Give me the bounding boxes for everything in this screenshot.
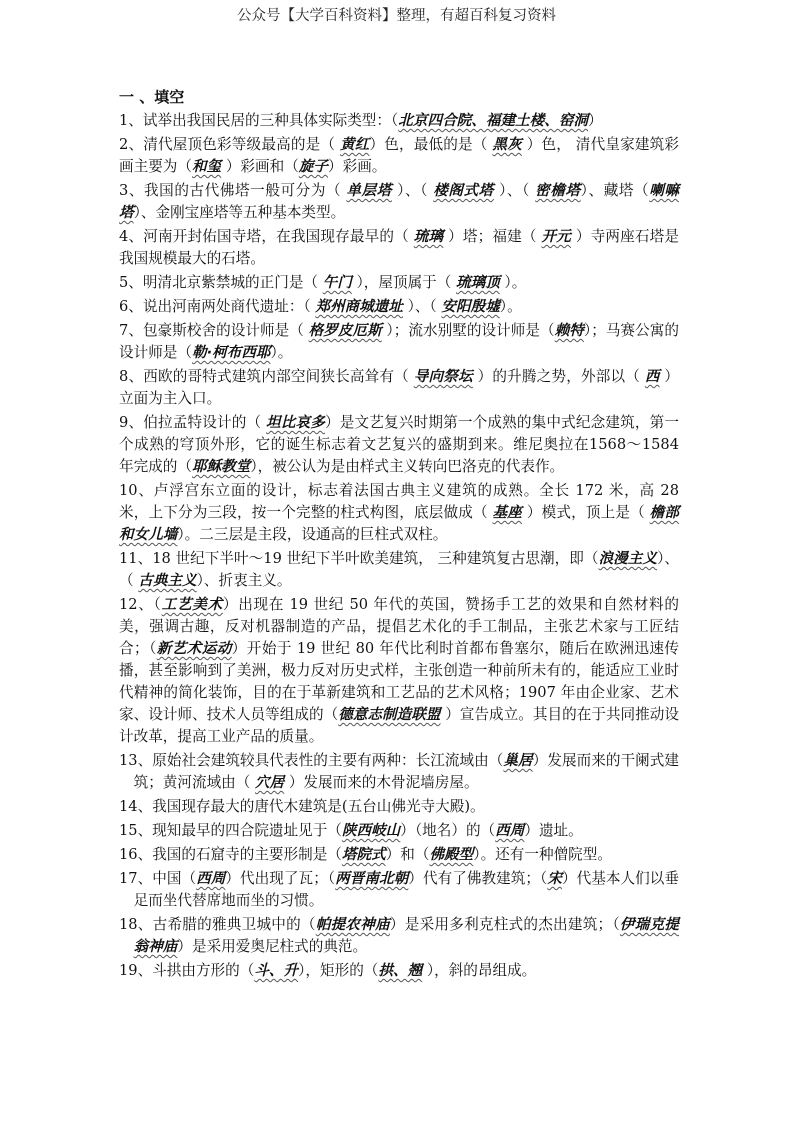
question-text: 2、清代屋顶色彩等级最高的是（	[119, 136, 340, 153]
question-text: 15、现知最早的四合院遗址见于（	[119, 822, 342, 839]
question-text: 3、我国的古代佛塔一般可分为（	[119, 182, 347, 199]
answer-text: 琉璃顶	[456, 274, 500, 291]
answer-text: 宋	[547, 870, 562, 887]
answer-text: 琉璃	[413, 228, 444, 245]
answer-text: 新艺术运动	[156, 640, 232, 657]
question-item	[119, 226, 679, 270]
question-text: ），矩形的（	[298, 962, 379, 979]
question-text: ）出现在 19 世纪 50 年代的英国，赞扬手工艺的效果和自然材料的美，强调古趣，反对机器制造的产品，提倡艺术化的手工制品，主张艺术家与工匠结合；（	[119, 596, 679, 657]
question-item	[119, 134, 679, 178]
question-text: ）。	[499, 274, 527, 291]
question-text: 17、中国（	[119, 870, 197, 887]
question-item	[119, 796, 679, 818]
answer-text: 喇嘛塔	[119, 182, 679, 221]
question-text: ）、（	[402, 298, 442, 315]
answer-text: 陕西岐山	[341, 822, 401, 839]
question-item	[119, 272, 679, 294]
question-item	[119, 750, 679, 794]
answer-text: 和玺	[191, 158, 222, 175]
question-text: ）彩画。	[328, 158, 387, 175]
question-item	[119, 480, 679, 546]
question-item	[119, 412, 679, 478]
answer-text: 耶稣教堂	[191, 458, 251, 475]
question-text: ）开始于 19 世纪 80 年代比利时首都布鲁塞尔，随后在欧洲迅速传播，甚至影响到了美洲，极力反对历史式样，主张创造一种前所未有的，能适应工业时代精神的简化装饰，目的在于革新建筑和工艺品的艺术风格；1907 年由企业家、艺术家、设计师、技术人员等组成的（	[119, 640, 679, 723]
answer-text: 工艺美术	[161, 596, 223, 613]
question-text: ），斜的昂组成。	[422, 962, 537, 979]
question-item	[119, 180, 679, 224]
question-text: ）是采用爱奥尼柱式的典范。	[177, 938, 368, 955]
answer-text: 安阳殷墟	[441, 298, 500, 315]
question-text: 18、古希腊的雅典卫城中的（	[119, 916, 316, 933]
question-text: ）。	[499, 298, 522, 315]
answer-text: 基座	[492, 504, 523, 521]
question-item	[119, 320, 679, 364]
question-text: ）代基本人们以垂足而坐代替席地而坐的习惯。	[133, 870, 679, 909]
question-text: 4、河南开封佑国寺塔，在我国现存最早的（	[119, 228, 414, 245]
question-text: ）、（	[391, 182, 434, 199]
question-text: ）、折衷主义。	[196, 572, 292, 589]
question-text: 10、卢浮宫东立面的设计，标志着法国古典主义建筑的成熟。全长 172 米，高 28 米，上下分为三段，按一个完整的柱式构图，底层做成（	[119, 482, 679, 521]
question-text: 13、原始社会建筑较具代表性的主要有两种：长江流域由（	[119, 752, 504, 769]
question-text: ）。二三层是主段，设通高的巨柱式双柱。	[177, 526, 448, 543]
answer-text: 古典主义	[138, 572, 197, 589]
question-text: ）色，最低的是（	[369, 136, 493, 153]
question-text: ），被公认为是由样式主义转向巴洛克的代表作。	[250, 458, 565, 475]
question-text: ）发展而来的木骨泥墙房屋。	[284, 774, 479, 791]
question-text: ）是文艺复兴时期第一个成熟的集中式纪念建筑，第一个成熟的穹顶外形，它的诞生标志着文艺复兴的盛期到来。维尼奥拉在1568～1584 年完成的（	[119, 414, 679, 475]
question-item	[119, 296, 679, 318]
answer-text: 帕提农神庙	[315, 916, 390, 933]
answer-text: 德意志制造联盟	[338, 706, 441, 723]
question-text: ）发展而来的干阑式建筑；黄河流域由（	[133, 752, 679, 791]
answer-text: 坦比哀多	[266, 414, 326, 431]
answer-text: 斗、升	[254, 962, 299, 979]
question-text: 6、说出河南两处商代遗址：（	[119, 298, 316, 315]
question-item	[119, 960, 679, 982]
answer-text: 黑灰	[492, 136, 522, 153]
question-text: 8、西欧的哥特式建筑内部空间狭长高耸有（	[119, 368, 414, 385]
question-text: ）寺两座石塔是我国规模最大的石塔。	[119, 228, 679, 267]
question-text: ）塔；福建（	[443, 228, 542, 245]
question-item	[119, 548, 679, 592]
question-text: ）彩画和（	[221, 158, 299, 175]
question-text: 5、明清北京紫禁城的正门是（	[119, 274, 323, 291]
question-text: ）宣告成立。其目的在于共同推动设计改革，提高工业产品的质量。	[119, 706, 679, 745]
question-item	[119, 594, 679, 748]
question-text: ）模式，顶上是（	[522, 504, 650, 521]
question-text: ）；马赛公寓的设计师是（	[119, 322, 679, 361]
answer-text: 密檐塔	[535, 182, 581, 199]
answer-text: 旋子	[298, 158, 328, 175]
question-text: 19、斗拱由方形的（	[119, 962, 255, 979]
question-item	[119, 110, 679, 132]
answer-text: 西周	[196, 870, 226, 887]
answer-text: 穴居	[254, 774, 285, 791]
answer-text: 勒·柯布西耶	[191, 344, 271, 361]
question-text: 11、18 世纪下半叶～19 世纪下半叶欧美建筑， 三种建筑复古思潮，即（	[119, 550, 599, 567]
answer-text: 檐部和女儿墙	[119, 504, 679, 543]
answer-text: 佛殿型	[429, 846, 474, 863]
document-body	[119, 86, 679, 984]
question-text: ）立面为主入口。	[119, 368, 679, 407]
question-text: ）	[588, 112, 603, 129]
answer-text: 郑州商城遗址	[315, 298, 403, 315]
question-text: ）和（	[385, 846, 430, 863]
answer-text: 开元	[541, 228, 572, 245]
question-text: ）代有了佛教建筑；（	[408, 870, 548, 887]
answer-text: 午门	[322, 274, 352, 291]
question-text: ）、（	[119, 550, 679, 589]
answer-text: 西	[644, 368, 660, 385]
question-text: ）遗址。	[524, 822, 583, 839]
answer-text: 北京四合院、福建土楼、窑洞	[398, 112, 589, 129]
question-text: ）的升腾之势，外部以（	[472, 368, 645, 385]
question-text: 14、我国现存最大的唐代木建筑是(五台山佛光寺大殿)。	[119, 798, 485, 815]
answer-text: 巢居	[503, 752, 533, 769]
answer-text: 格罗皮厄斯	[308, 322, 382, 339]
question-list	[119, 110, 679, 982]
question-text: ）、金刚宝座塔等五种基本类型。	[133, 204, 346, 221]
question-text: 9、伯拉孟特设计的（	[119, 414, 267, 431]
question-item	[119, 914, 679, 958]
question-text: 16、我国的石窟寺的主要形制是（	[119, 846, 342, 863]
question-text: ）色， 清代皇家建筑彩画主要为（	[119, 136, 679, 175]
answer-text: 浪漫主义	[598, 550, 658, 567]
question-text: ）；流水别墅的设计师是（	[381, 322, 555, 339]
answer-text: 赖特	[554, 322, 584, 339]
question-text: ）代出现了瓦；（	[225, 870, 336, 887]
answer-text: 黄红	[339, 136, 370, 153]
question-text: ）、藏塔（	[580, 182, 650, 199]
answer-text: 单层塔	[346, 182, 392, 199]
question-text: ）。	[270, 344, 293, 361]
question-item	[119, 820, 679, 842]
question-item	[119, 844, 679, 866]
question-item	[119, 868, 679, 912]
answer-text: 西周	[495, 822, 525, 839]
question-text: ）。还有一种僧院型。	[473, 846, 612, 863]
answer-text: 拱、翘	[378, 962, 423, 979]
question-item	[119, 366, 679, 410]
page-header: 公众号【大学百科资料】整理，有超百科复习资料	[237, 8, 556, 24]
answer-text: 两晋南北朝	[335, 870, 409, 887]
answer-text: 导向祭坛	[413, 368, 473, 385]
question-text: ），屋顶属于（	[351, 274, 456, 291]
question-text: ）（地名）的（	[400, 822, 496, 839]
answer-text: 塔院式	[341, 846, 386, 863]
section-title: 一 、填空	[119, 88, 185, 106]
answer-text: 伊瑞克提翁神庙	[133, 916, 679, 955]
question-text: ）是采用多利克柱式的杰出建筑；（	[389, 916, 620, 933]
question-text: ）、（	[493, 182, 536, 199]
question-text: 1、试举出我国民居的三种具体实际类型：（	[119, 112, 399, 129]
question-text: 7、包豪斯校舍的设计师是（	[119, 322, 309, 339]
answer-text: 楼阁式塔	[433, 182, 494, 199]
question-text: 12、（	[119, 596, 162, 613]
